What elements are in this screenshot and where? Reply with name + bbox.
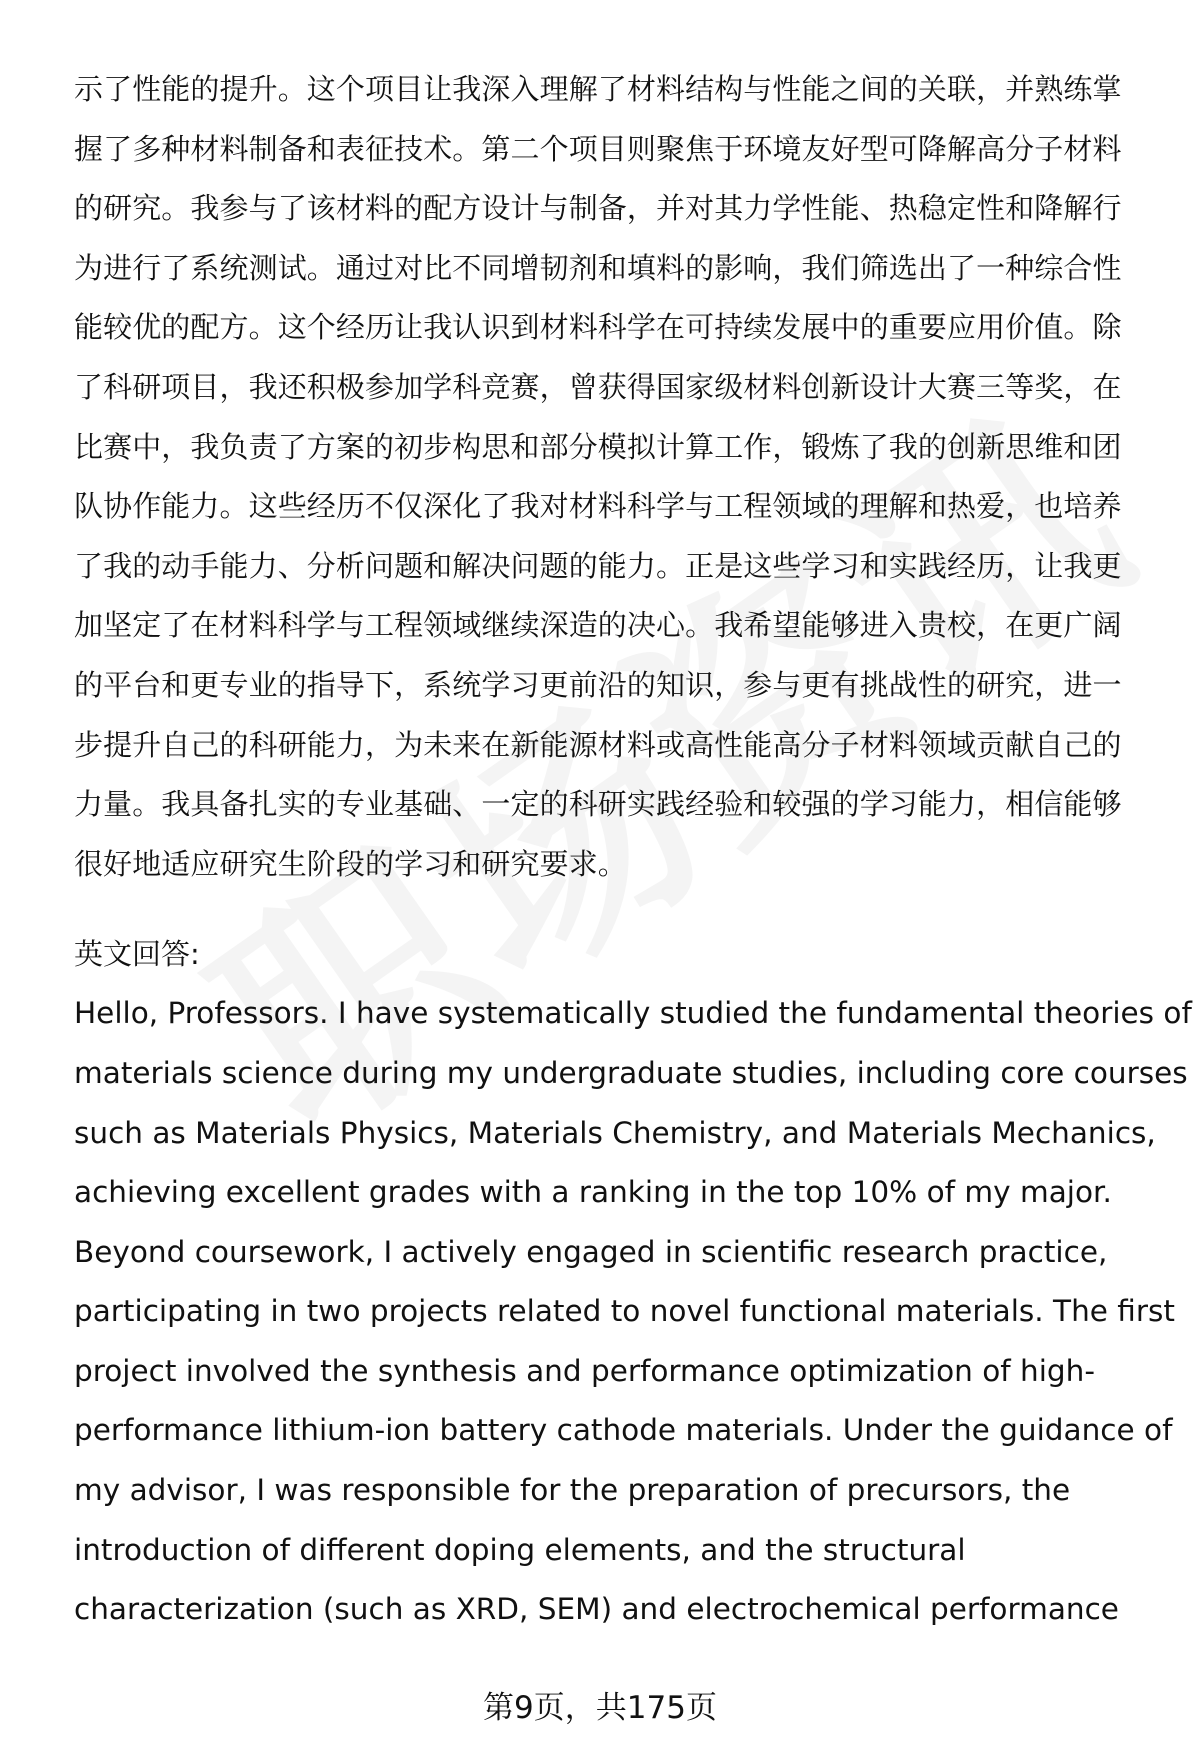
- text-line: 为进行了系统测试。通过对比不同增韧剂和填料的影响，我们筛选出了一种综合性: [74, 250, 1122, 285]
- page-number: 第9页，共175页: [483, 1690, 717, 1726]
- text-line: such as Materials Physics, Materials Chemistry, and Materials Mechanics,: [74, 1115, 1156, 1150]
- text-line: 比赛中，我负责了方案的初步构思和部分模拟计算工作，锻炼了我的创新思维和团: [74, 429, 1122, 464]
- text-line: 的平台和更专业的指导下，系统学习更前沿的知识，参与更有挑战性的研究，进一: [74, 667, 1122, 702]
- text-line: project involved the synthesis and performance optimization of high-: [74, 1353, 1095, 1388]
- text-line: 示了性能的提升。这个项目让我深入理解了材料结构与性能之间的关联，并熟练掌: [74, 72, 1122, 106]
- text-line: Beyond coursework, I actively engaged in scientific research practice,: [74, 1234, 1108, 1269]
- text-line: 很好地适应研究生阶段的学习和研究要求。: [74, 846, 627, 881]
- text-line: materials science during my undergraduate studies, including core courses: [74, 1055, 1188, 1090]
- text-line: 力量。我具备扎实的专业基础、一定的科研实践经验和较强的学习能力，相信能够: [74, 787, 1122, 822]
- text-line: 队协作能力。这些经历不仅深化了我对材料科学与工程领域的理解和热爱，也培养: [74, 489, 1122, 524]
- text-line: introduction of different doping elements, and the structural: [74, 1532, 966, 1567]
- text-line: 步提升自己的科研能力，为未来在新能源材料或高性能高分子材料领域贡献自己的: [74, 727, 1122, 762]
- text-line: 握了多种材料制备和表征技术。第二个项目则聚焦于环境友好型可降解高分子材料: [74, 131, 1122, 166]
- text-line: characterization (such as XRD, SEM) and electrochemical performance: [74, 1592, 1119, 1627]
- english-answer-label: 英文回答:: [74, 937, 200, 972]
- text-line: Hello, Professors. I have systematically studied the fundamental theories of: [74, 996, 1192, 1031]
- text-line: 能较优的配方。这个经历让我认识到材料科学在可持续发展中的重要应用价值。除: [74, 310, 1122, 345]
- text-line: achieving excellent grades with a ranking in the top 10% of my major.: [74, 1175, 1112, 1210]
- text-line: participating in two projects related to novel functional materials. The first: [74, 1294, 1175, 1329]
- text-line: performance lithium-ion battery cathode materials. Under the guidance of: [74, 1413, 1173, 1448]
- text-line: my advisor, I was responsible for the preparation of precursors, the: [74, 1473, 1071, 1508]
- chinese-answer-paragraph: [74, 60, 1144, 894]
- page-content: [74, 60, 1192, 1640]
- text-line: 了科研项目，我还积极参加学科竞赛，曾获得国家级材料创新设计大赛三等奖，在: [74, 369, 1122, 404]
- text-line: 的研究。我参与了该材料的配方设计与制备，并对其力学性能、热稳定性和降解行: [74, 191, 1122, 226]
- text-line: 加坚定了在材料科学与工程领域继续深造的决心。我希望能够进入贵校，在更广阔: [74, 608, 1122, 643]
- text-line: 了我的动手能力、分析问题和解决问题的能力。正是这些学习和实践经历，让我更: [74, 548, 1122, 583]
- english-answer-paragraph: [74, 984, 1192, 1640]
